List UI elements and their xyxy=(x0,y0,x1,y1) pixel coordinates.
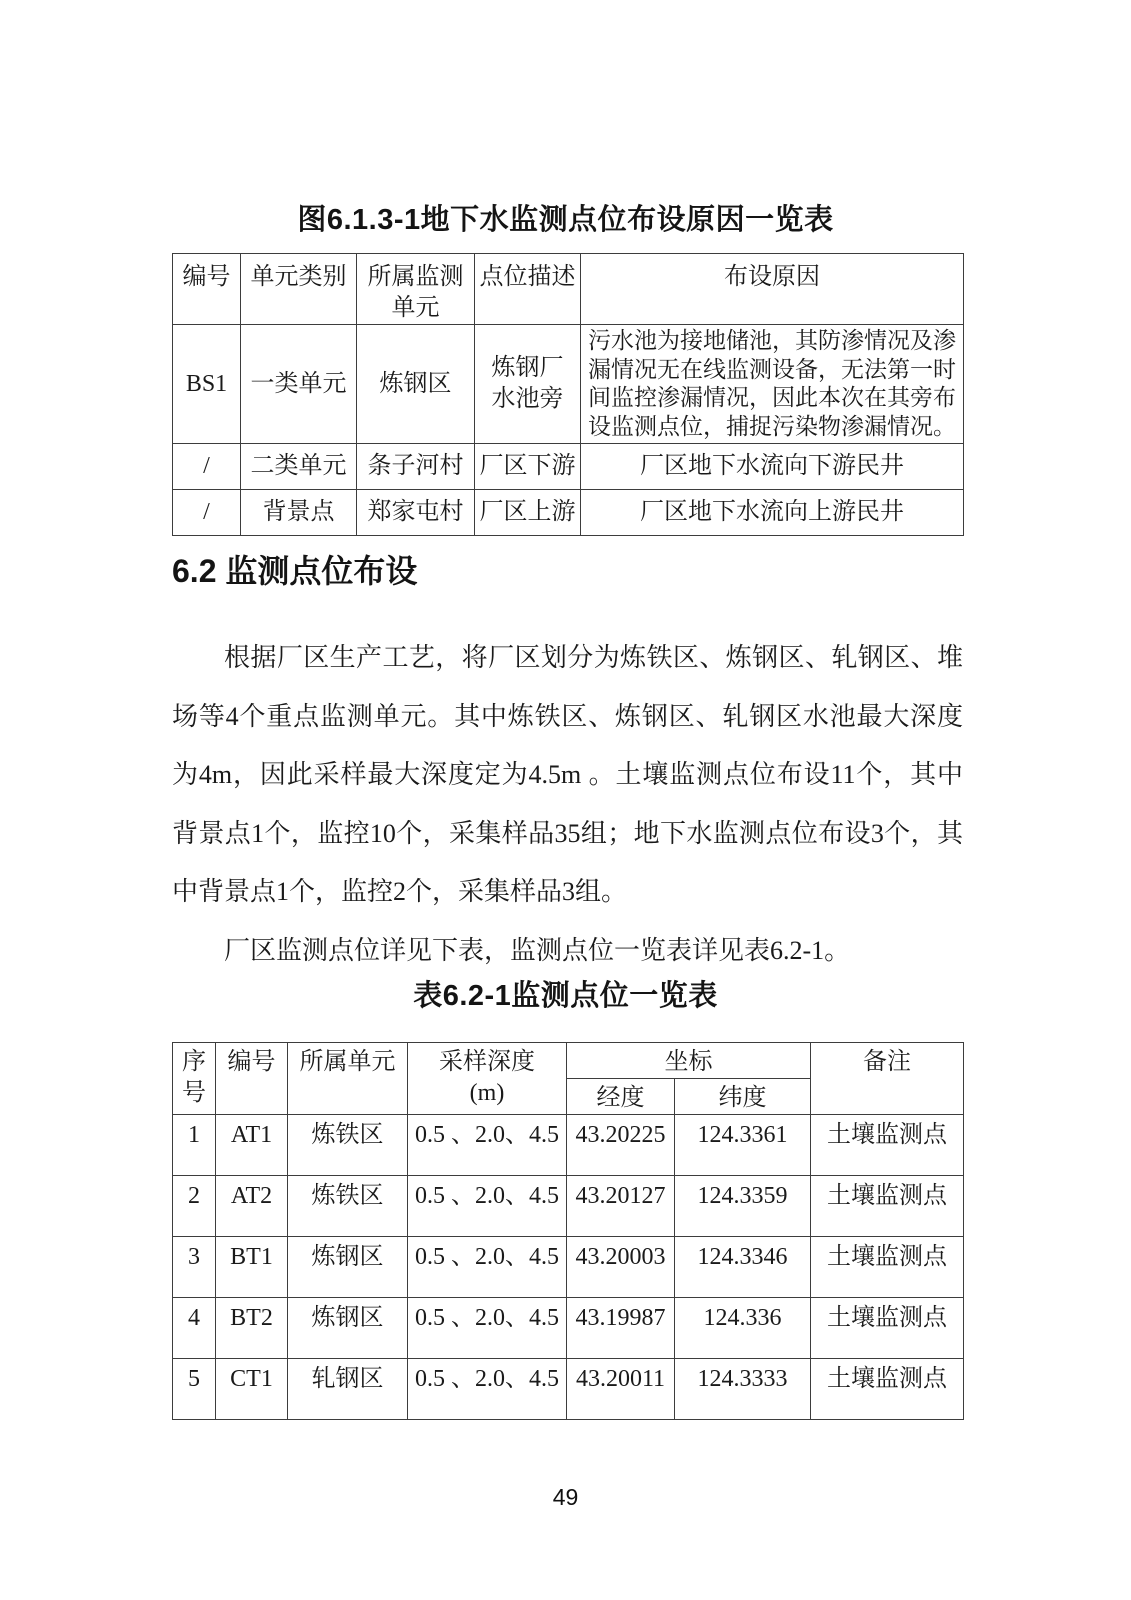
monitoring-points-table xyxy=(172,1042,964,1420)
table-row xyxy=(173,1298,964,1359)
t1-header-cell: 编号 xyxy=(173,254,241,325)
t2-cell: 4 xyxy=(173,1298,216,1359)
t1-cell: 二类单元 xyxy=(241,444,357,490)
t2-header-lat: 纬度 xyxy=(675,1079,811,1115)
t1-cell: 炼钢区 xyxy=(357,325,475,444)
t2-cell: 43.19987 xyxy=(567,1298,675,1359)
t2-cell: 土壤监测点 xyxy=(811,1115,964,1176)
t1-cell: 郑家屯村 xyxy=(357,490,475,536)
t1-cell: 一类单元 xyxy=(241,325,357,444)
t2-header-depth xyxy=(408,1043,567,1115)
table-row xyxy=(173,1237,964,1298)
paragraph-2: 厂区监测点位详见下表，监测点位一览表详见表6.2-1。 xyxy=(224,936,851,965)
t2-cell: 124.336 xyxy=(675,1298,811,1359)
t2-header-note: 备注 xyxy=(811,1043,964,1115)
t1-header-cell: 单元类别 xyxy=(241,254,357,325)
table-row xyxy=(173,1115,964,1176)
t1-cell: 炼钢厂水池旁 xyxy=(475,325,581,444)
t2-cell: 炼钢区 xyxy=(288,1237,408,1298)
t1-cell: 厂区地下水流向下游民井 xyxy=(581,444,964,490)
t1-header-cell: 点位描述 xyxy=(475,254,581,325)
t1-cell: 背景点 xyxy=(241,490,357,536)
points-table-title: 表6.2-1监测点位一览表 xyxy=(413,980,718,1012)
t1-cell: 厂区上游 xyxy=(475,490,581,536)
t1-cell: / xyxy=(173,444,241,490)
t1-header-cell: 所属监测单元 xyxy=(357,254,475,325)
t2-cell: 43.20011 xyxy=(567,1359,675,1420)
t2-cell: AT1 xyxy=(216,1115,288,1176)
t2-header-lon: 经度 xyxy=(567,1079,675,1115)
t2-header-depth-line2: (m) xyxy=(469,1080,505,1106)
t2-cell: 0.5 、2.0、4.5 xyxy=(408,1176,567,1237)
t2-cell: 124.3333 xyxy=(675,1359,811,1420)
t1-cell: / xyxy=(173,490,241,536)
t1-header-cell: 布设原因 xyxy=(581,254,964,325)
t2-cell: 土壤监测点 xyxy=(811,1237,964,1298)
table-row xyxy=(173,325,964,444)
page-number: 49 xyxy=(552,1484,579,1510)
t2-cell: 43.20127 xyxy=(567,1176,675,1237)
t1-cell: 厂区地下水流向上游民井 xyxy=(581,490,964,536)
t2-header-depth-line1: 采样深度 xyxy=(439,1049,535,1075)
t2-cell: 土壤监测点 xyxy=(811,1359,964,1420)
t2-cell: 轧钢区 xyxy=(288,1359,408,1420)
t2-cell: 2 xyxy=(173,1176,216,1237)
t2-cell: 43.20225 xyxy=(567,1115,675,1176)
t2-cell: 0.5 、2.0、4.5 xyxy=(408,1115,567,1176)
t2-cell: 0.5 、2.0、4.5 xyxy=(408,1359,567,1420)
t1-cell: 条子河村 xyxy=(357,444,475,490)
t2-cell: 5 xyxy=(173,1359,216,1420)
table-row xyxy=(173,490,964,536)
t2-cell: 3 xyxy=(173,1237,216,1298)
t2-header-seq: 序号 xyxy=(173,1043,216,1115)
groundwater-points-table xyxy=(172,253,964,536)
t2-cell: 0.5 、2.0、4.5 xyxy=(408,1237,567,1298)
t2-cell: CT1 xyxy=(216,1359,288,1420)
table-row xyxy=(173,1176,964,1237)
t2-cell: 炼铁区 xyxy=(288,1115,408,1176)
t2-cell: 124.3346 xyxy=(675,1237,811,1298)
t2-cell: 炼铁区 xyxy=(288,1176,408,1237)
t2-header-code: 编号 xyxy=(216,1043,288,1115)
t2-cell: 土壤监测点 xyxy=(811,1298,964,1359)
table-header-row xyxy=(173,254,964,325)
t2-header-coord: 坐标 xyxy=(567,1043,811,1079)
t2-cell: 124.3361 xyxy=(675,1115,811,1176)
t1-cell: BS1 xyxy=(173,325,241,444)
t2-cell: 1 xyxy=(173,1115,216,1176)
t1-cell: 厂区下游 xyxy=(475,444,581,490)
table-row xyxy=(173,444,964,490)
t2-cell: 124.3359 xyxy=(675,1176,811,1237)
table-row xyxy=(173,1359,964,1420)
figure-table-title: 图6.1.3-1地下水监测点位布设原因一览表 xyxy=(297,204,834,236)
section-heading: 6.2 监测点位布设 xyxy=(172,553,418,589)
t2-cell: 43.20003 xyxy=(567,1237,675,1298)
t2-cell: 土壤监测点 xyxy=(811,1176,964,1237)
t2-header-unit: 所属单元 xyxy=(288,1043,408,1115)
table-header-row xyxy=(173,1043,964,1079)
paragraph-1: 根据厂区生产工艺，将厂区划分为炼铁区、炼钢区、轧钢区、堆场等4个重点监测单元。其中炼铁区、炼钢区、轧钢区水池最大深度为4m，因此采样最大深度定为4.5m 。土壤监测点位布设11个，其中背景点1个，监控10个，采集样品35组；地下水监测点位布设3个，其中背景点1个，监控2个，采集样品3组。 xyxy=(172,643,963,906)
t2-cell: BT2 xyxy=(216,1298,288,1359)
t2-cell: AT2 xyxy=(216,1176,288,1237)
t1-cell: 污水池为接地储池，其防渗情况及渗漏情况无在线监测设备，无法第一时间监控渗漏情况，因此本次在其旁布设监测点位，捕捉污染物渗漏情况。 xyxy=(581,325,964,444)
t2-cell: 0.5 、2.0、4.5 xyxy=(408,1298,567,1359)
t2-cell: 炼钢区 xyxy=(288,1298,408,1359)
t2-cell: BT1 xyxy=(216,1237,288,1298)
